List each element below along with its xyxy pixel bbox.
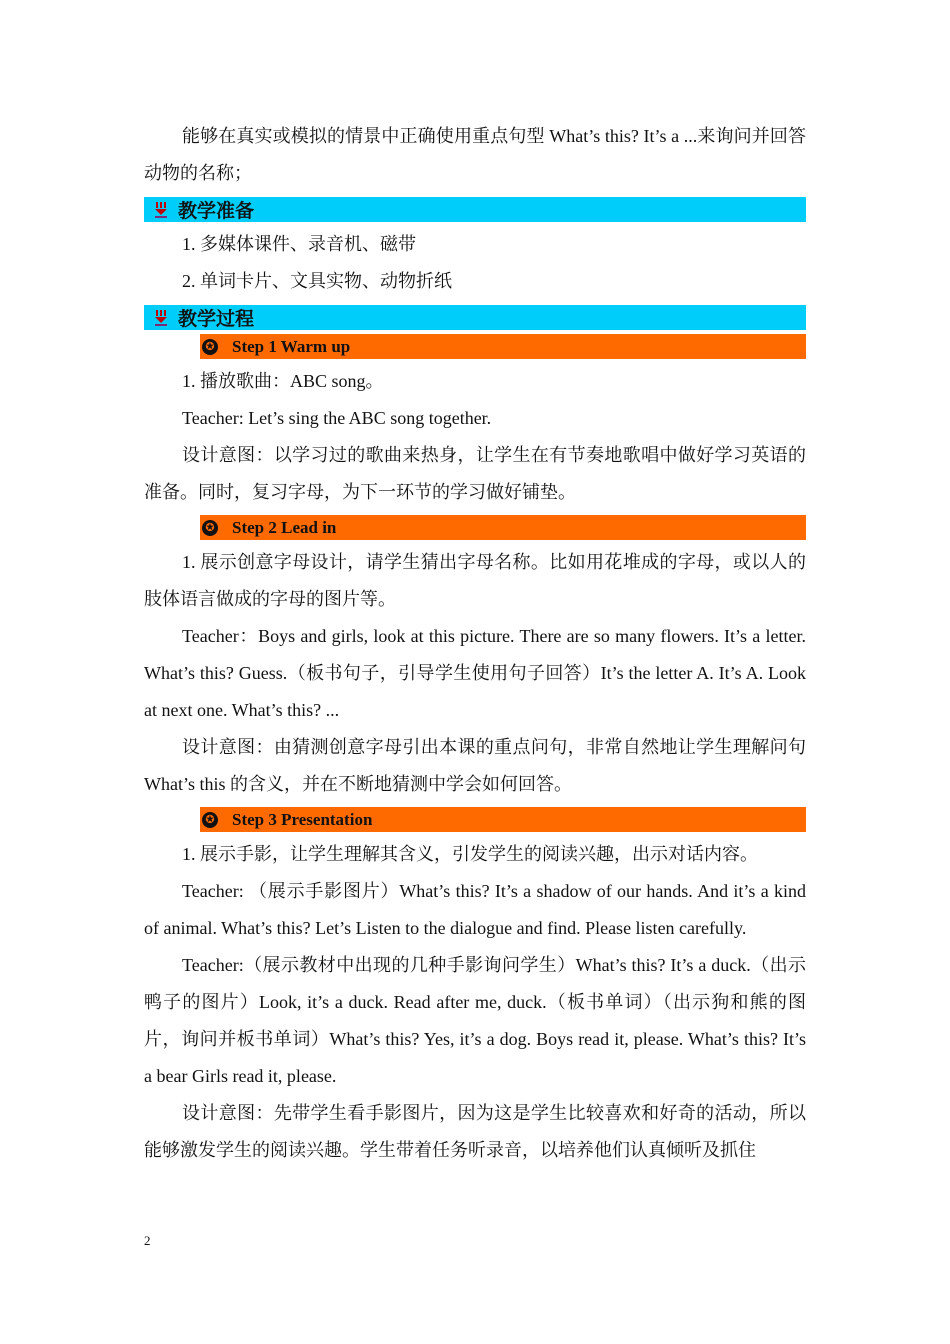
step-header-presentation [200,807,806,832]
section-title-prep: 教学准备 [178,200,255,222]
step1-paragraph: 设计意图：以学习过的歌曲来热身，让学生在有节奏地歌唱中做好学习英语的准备。同时，复习字母，为下一环节的学习做好铺垫。 [144,445,806,502]
step-title: Step 2 Lead in [232,517,337,537]
star-badge-icon: ✪ [202,339,218,355]
step3-paragraph: Teacher: （展示手影图片）What’s this? It’s a shadow of our hands. And it’s a kind of animal. What’s this? Let’s Listen to the dialogue and find. Please listen carefully. [144,881,806,938]
step1-paragraph: Teacher: Let’s sing the ABC song together. [182,408,492,428]
step3-paragraph: 1. 展示手影，让学生理解其含义，引发学生的阅读兴趣，出示对话内容。 [182,844,758,864]
step2-paragraph: Teacher：Boys and girls, look at this picture. There are so many flowers. It’s a letter. What’s this? Guess.（板书句子，引导学生使用句子回答）It’s the letter A. It’s A. Look at next one. What’s this? ... [144,626,806,720]
page-number: 2 [144,1233,151,1248]
objective-paragraph: 能够在真实或模拟的情景中正确使用重点句型 What’s this? It’s a ...来询问并回答动物的名称； [144,126,806,183]
document-body [144,118,806,1169]
download-arrow-icon [144,202,178,218]
step-header-leadin [200,515,806,540]
step3-paragraph: Teacher:（展示教材中出现的几种手影询问学生）What’s this? It’s a duck.（出示鸭子的图片）Look, it’s a duck. Read after me, duck.（板书单词）（出示狗和熊的图片，询问并板书单词）What’s this? Yes, it’s a dog. Boys read it, please. What’s this? It’s a bear Girls read it, please. [144,955,806,1086]
prep-item: 2. 单词卡片、文具实物、动物折纸 [182,271,452,291]
step-title: Step 1 Warm up [232,336,351,356]
section-title-process: 教学过程 [178,308,255,330]
step2-paragraph: 设计意图：由猜测创意字母引出本课的重点问句，非常自然地让学生理解问句 What’s this 的含义，并在不断地猜测中学会如何回答。 [144,737,806,794]
prep-item: 1. 多媒体课件、录音机、磁带 [182,234,416,254]
step-header-warmup [200,334,806,359]
star-badge-icon: ✪ [202,520,218,536]
download-arrow-icon [144,310,178,326]
step2-paragraph: 1. 展示创意字母设计，请学生猜出字母名称。比如用花堆成的字母，或以人的肢体语言做成的字母的图片等。 [144,552,806,609]
step-title: Step 3 Presentation [232,809,373,829]
step1-paragraph: 1. 播放歌曲：ABC song。 [182,371,384,391]
step3-paragraph: 设计意图：先带学生看手影图片，因为这是学生比较喜欢和好奇的活动，所以能够激发学生的阅读兴趣。学生带着任务听录音，以培养他们认真倾听及抓住 [144,1103,806,1160]
section-header-prep [144,197,806,222]
section-header-process [144,305,806,330]
star-badge-icon: ✪ [202,812,218,828]
